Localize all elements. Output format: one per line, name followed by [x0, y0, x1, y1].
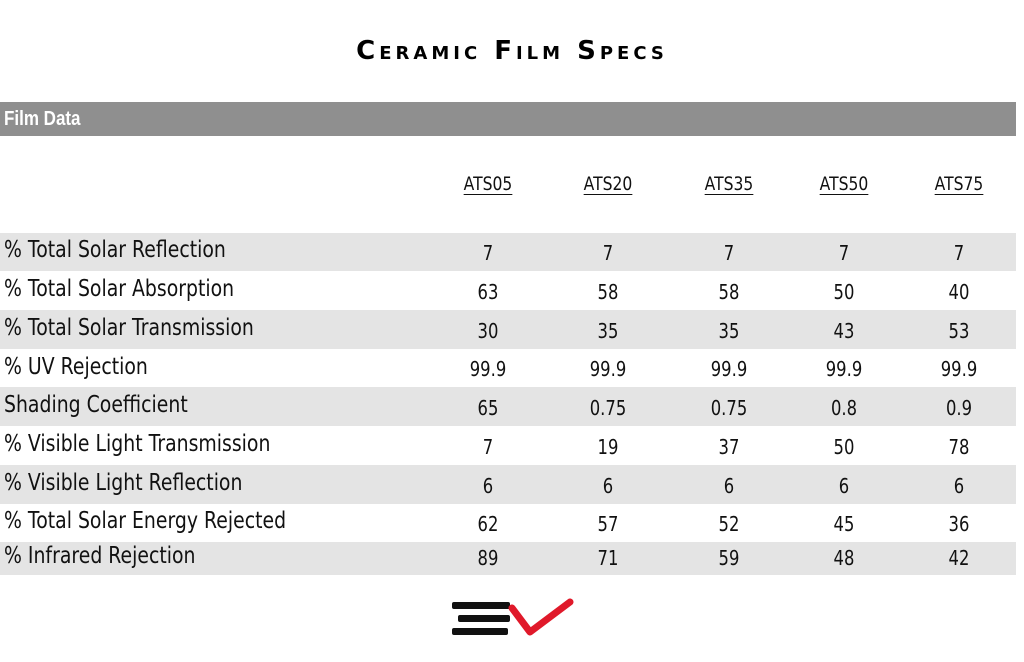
- column-header-ats75: ATS75: [934, 173, 984, 195]
- row-label: % UV Rejection: [4, 354, 148, 380]
- table-row: [0, 387, 1016, 426]
- table-cell: 7: [953, 241, 965, 265]
- table-cell: 50: [833, 435, 855, 459]
- column-header-ats05: ATS05: [463, 173, 513, 195]
- table-cell: 53: [948, 319, 970, 343]
- table-cell: 89: [477, 546, 499, 570]
- table-row: [0, 271, 1016, 310]
- table-cell: 37: [718, 435, 740, 459]
- table-cell: 0.8: [830, 396, 858, 420]
- table-cell: 19: [597, 435, 619, 459]
- table-cell: 99.9: [710, 357, 748, 381]
- table-row: [0, 504, 1016, 542]
- column-header-ats35: ATS35: [704, 173, 754, 195]
- table-cell: 58: [718, 280, 740, 304]
- table-cell: 7: [482, 241, 494, 265]
- table-cell: 71: [597, 546, 619, 570]
- table-cell: 30: [477, 319, 499, 343]
- table-row: [0, 233, 1016, 271]
- row-label: % Visible Light Transmission: [4, 431, 271, 457]
- table-cell: 52: [718, 512, 740, 536]
- table-cell: 99.9: [940, 357, 978, 381]
- ev-logo-icon: [450, 598, 574, 640]
- table-cell: 7: [838, 241, 850, 265]
- table-cell: 58: [597, 280, 619, 304]
- table-cell: 99.9: [469, 357, 507, 381]
- table-cell: 35: [597, 319, 619, 343]
- section-header-label: Film Data: [4, 108, 81, 130]
- row-label: % Infrared Rejection: [4, 543, 196, 569]
- column-header-ats20: ATS20: [583, 173, 633, 195]
- table-row: [0, 310, 1016, 349]
- table-cell: 50: [833, 280, 855, 304]
- table-cell: 78: [948, 435, 970, 459]
- row-label: % Total Solar Transmission: [4, 315, 254, 341]
- column-header-ats50: ATS50: [819, 173, 869, 195]
- table-cell: 62: [477, 512, 499, 536]
- table-row: [0, 349, 1016, 387]
- table-cell: 65: [477, 396, 499, 420]
- table-cell: 99.9: [825, 357, 863, 381]
- table-cell: 0.9: [945, 396, 973, 420]
- table-row: [0, 465, 1016, 504]
- table-cell: 35: [718, 319, 740, 343]
- row-label: Shading Coefficient: [4, 392, 188, 418]
- table-cell: 7: [723, 241, 735, 265]
- table-cell: 42: [948, 546, 970, 570]
- page-title: Ceramic Film Specs: [356, 36, 668, 66]
- table-cell: 6: [602, 474, 614, 498]
- table-cell: 0.75: [589, 396, 627, 420]
- table-cell: 57: [597, 512, 619, 536]
- table-cell: 99.9: [589, 357, 627, 381]
- table-cell: 59: [718, 546, 740, 570]
- table-cell: 40: [948, 280, 970, 304]
- table-cell: 6: [838, 474, 850, 498]
- table-cell: 48: [833, 546, 855, 570]
- table-row: [0, 426, 1016, 465]
- row-label: % Total Solar Reflection: [4, 237, 226, 263]
- table-cell: 0.75: [710, 396, 748, 420]
- table-cell: 43: [833, 319, 855, 343]
- table-cell: 63: [477, 280, 499, 304]
- row-label: % Total Solar Absorption: [4, 276, 235, 302]
- row-label: % Visible Light Reflection: [4, 470, 243, 496]
- table-cell: 36: [948, 512, 970, 536]
- table-cell: 45: [833, 512, 855, 536]
- table-row: [0, 542, 1016, 575]
- table-cell: 6: [953, 474, 965, 498]
- table-cell: 6: [723, 474, 735, 498]
- table-cell: 7: [602, 241, 614, 265]
- table-cell: 6: [482, 474, 494, 498]
- table-cell: 7: [482, 435, 494, 459]
- section-header-bar: [0, 102, 1016, 136]
- row-label: % Total Solar Energy Rejected: [4, 508, 287, 534]
